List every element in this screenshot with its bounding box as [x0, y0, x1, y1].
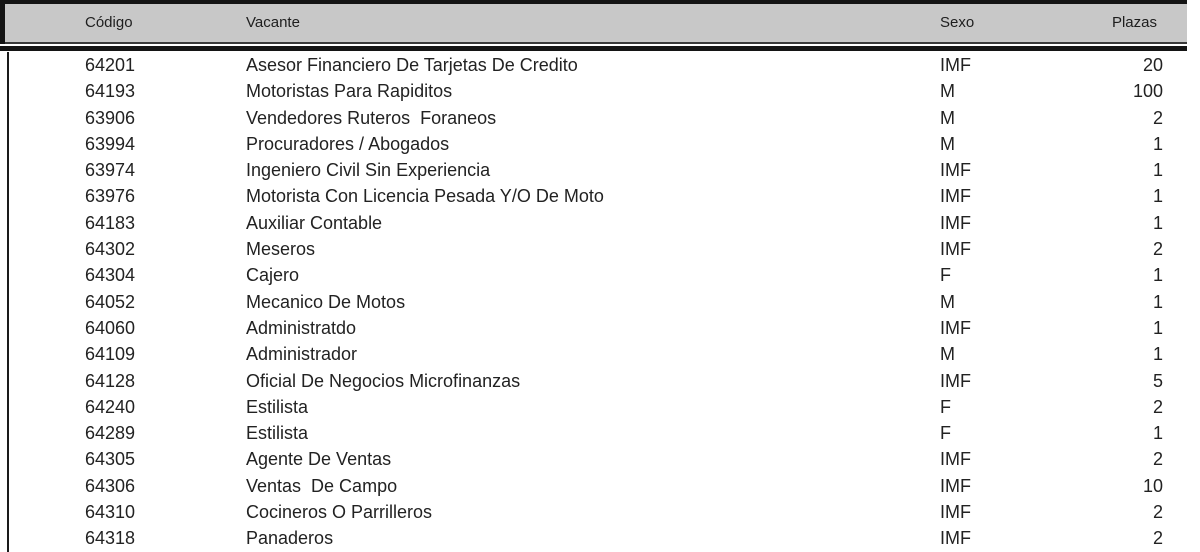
row-spacer — [0, 78, 85, 104]
cell-sexo: M — [940, 107, 955, 128]
table-body — [0, 52, 1200, 552]
row-spacer — [0, 157, 85, 183]
cell-vacante: Motorista Con Licencia Pesada Y/O De Moto — [246, 186, 604, 207]
cell-vacante: Asesor Financiero De Tarjetas De Credito — [246, 55, 578, 75]
table-row — [0, 341, 1200, 367]
cell-sexo: IMF — [940, 160, 971, 181]
cell-sexo: M — [940, 133, 955, 154]
table-row — [0, 315, 1200, 341]
table-row — [0, 420, 1200, 446]
cell-plazas: 2 — [1152, 449, 1163, 470]
cell-plazas: 10 — [1142, 475, 1163, 496]
row-spacer — [0, 446, 85, 472]
row-spacer — [0, 289, 85, 315]
cell-sexo: IMF — [940, 449, 971, 470]
table-row — [0, 52, 1200, 78]
cell-plazas: 20 — [1142, 55, 1163, 75]
cell-vacante: Cocineros O Parrilleros — [246, 502, 433, 523]
table-row — [0, 368, 1200, 394]
cell-sexo: M — [940, 344, 955, 365]
cell-vacante: Auxiliar Contable — [246, 212, 383, 233]
cell-vacante: Ventas De Campo — [246, 475, 398, 496]
cell-vacante: Vendedores Ruteros Foraneos — [246, 107, 497, 128]
cell-sexo: F — [940, 423, 951, 444]
row-spacer — [0, 262, 85, 288]
cell-vacante: Mecanico De Motos — [246, 291, 406, 312]
cell-codigo: 64183 — [85, 212, 136, 233]
cell-plazas: 1 — [1152, 186, 1163, 207]
cell-plazas: 2 — [1152, 107, 1163, 128]
cell-vacante: Administratdo — [246, 317, 357, 338]
cell-codigo: 64193 — [85, 81, 136, 102]
row-spacer — [0, 394, 85, 420]
cell-codigo: 64305 — [85, 449, 136, 470]
cell-plazas: 100 — [1132, 81, 1163, 102]
cell-codigo: 64128 — [85, 370, 136, 391]
cell-sexo: IMF — [940, 475, 971, 496]
row-spacer — [0, 341, 85, 367]
cell-codigo: 64306 — [85, 475, 136, 496]
cell-vacante: Procuradores / Abogados — [246, 133, 450, 154]
cell-sexo: F — [940, 396, 951, 417]
cell-plazas: 2 — [1152, 239, 1163, 260]
cell-sexo: IMF — [940, 370, 971, 391]
header-spacer — [0, 4, 85, 42]
cell-codigo: 64109 — [85, 344, 136, 365]
table-row — [0, 289, 1200, 315]
cell-vacante: Ingeniero Civil Sin Experiencia — [246, 160, 491, 181]
cell-vacante: Motoristas Para Rapiditos — [246, 81, 453, 102]
cell-codigo: 64052 — [85, 291, 136, 312]
cell-sexo: IMF — [940, 317, 971, 338]
cell-vacante: Oficial De Negocios Microfinanzas — [246, 370, 521, 391]
cell-codigo: 64240 — [85, 396, 136, 417]
cell-codigo: 64304 — [85, 265, 136, 286]
table-row — [0, 157, 1200, 183]
cell-sexo: F — [940, 265, 951, 286]
cell-sexo: IMF — [940, 502, 971, 523]
cell-sexo: IMF — [940, 528, 971, 549]
cell-sexo: M — [940, 291, 955, 312]
cell-sexo: IMF — [940, 186, 971, 207]
table-row — [0, 105, 1200, 131]
cell-sexo: IMF — [940, 55, 971, 75]
table-row — [0, 183, 1200, 209]
row-spacer — [0, 210, 85, 236]
cell-plazas: 1 — [1152, 133, 1163, 154]
row-spacer — [0, 499, 85, 525]
cell-plazas: 1 — [1152, 265, 1163, 286]
table-row — [0, 78, 1200, 104]
header-left-border — [0, 0, 5, 44]
cell-vacante: Cajero — [246, 265, 300, 286]
row-spacer — [0, 315, 85, 341]
cell-codigo: 63994 — [85, 133, 136, 154]
table-row — [0, 525, 1200, 551]
table-row — [0, 236, 1200, 262]
cell-codigo: 64289 — [85, 423, 136, 444]
cell-vacante: Estilista — [246, 396, 309, 417]
cell-plazas: 1 — [1152, 423, 1163, 444]
table-row — [0, 473, 1200, 499]
cell-vacante: Estilista — [246, 423, 309, 444]
cell-codigo: 64201 — [85, 55, 136, 75]
row-spacer — [0, 131, 85, 157]
column-header-vacante: Vacante — [246, 14, 300, 31]
cell-codigo: 64318 — [85, 528, 136, 549]
cell-vacante: Meseros — [246, 239, 316, 260]
cell-plazas: 2 — [1152, 502, 1163, 523]
column-header-codigo: Código — [85, 14, 133, 31]
cell-codigo: 64310 — [85, 502, 136, 523]
cell-codigo: 64302 — [85, 239, 136, 260]
cell-sexo: M — [940, 81, 955, 102]
table-row — [0, 131, 1200, 157]
row-spacer — [0, 420, 85, 446]
cell-plazas: 1 — [1152, 212, 1163, 233]
table-row — [0, 394, 1200, 420]
cell-plazas: 1 — [1152, 317, 1163, 338]
row-spacer — [0, 236, 85, 262]
table-row — [0, 210, 1200, 236]
cell-plazas: 5 — [1152, 370, 1163, 391]
row-spacer — [0, 525, 85, 551]
cell-plazas: 1 — [1152, 160, 1163, 181]
cell-plazas: 2 — [1152, 396, 1163, 417]
table-row — [0, 499, 1200, 525]
cell-codigo: 63976 — [85, 186, 136, 207]
header-divider-rule — [0, 46, 1187, 51]
cell-vacante: Panaderos — [246, 528, 334, 549]
table-row — [0, 446, 1200, 472]
cell-plazas: 1 — [1152, 291, 1163, 312]
column-header-sexo: Sexo — [940, 14, 975, 31]
row-spacer — [0, 473, 85, 499]
row-spacer — [0, 105, 85, 131]
cell-plazas: 1 — [1152, 344, 1163, 365]
cell-sexo: IMF — [940, 239, 971, 260]
cell-sexo: IMF — [940, 212, 971, 233]
cell-codigo: 64060 — [85, 317, 136, 338]
cell-codigo: 63974 — [85, 160, 136, 181]
cell-vacante: Agente De Ventas — [246, 449, 392, 470]
column-header-plazas: Plazas — [1111, 14, 1157, 31]
row-spacer — [0, 52, 85, 78]
cell-plazas: 2 — [1152, 528, 1163, 549]
table-row — [0, 262, 1200, 288]
row-spacer — [0, 183, 85, 209]
table-header-row — [0, 0, 1187, 44]
table-header-grid — [0, 4, 1187, 42]
row-spacer — [0, 368, 85, 394]
cell-vacante: Administrador — [246, 344, 358, 365]
cell-codigo: 63906 — [85, 107, 136, 128]
